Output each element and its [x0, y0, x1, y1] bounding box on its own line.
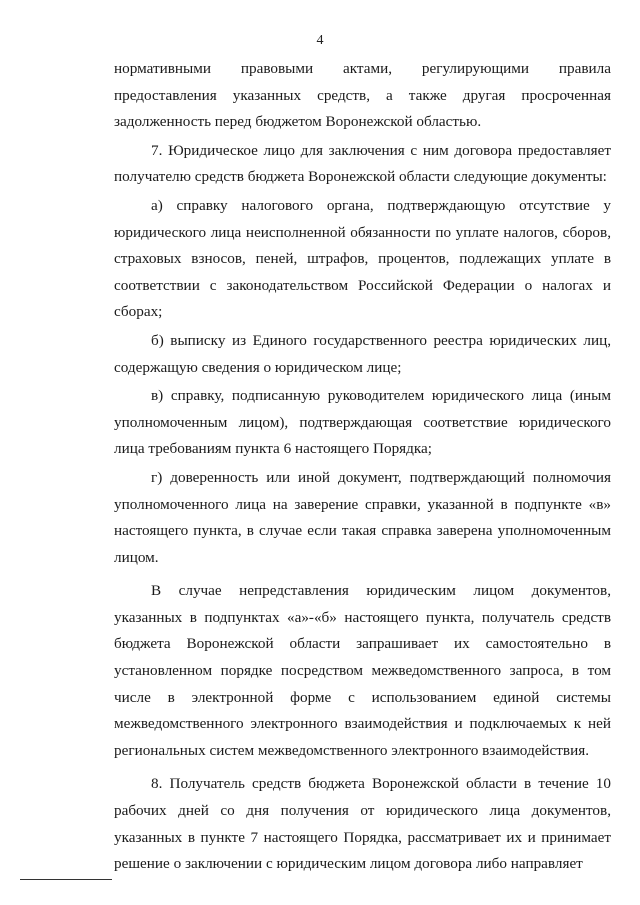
paragraph-subitem-b: б) выписку из Единого государственного реестра юридических лиц, содержащую сведения о юридическом лице; [114, 331, 611, 376]
paragraph-subitem-v: в) справку, подписанную руководителем юридического лица (иным уполномоченным лицом), подтверждающая соответствие юридического лица требованиям пункта 6 настоящего Порядка; [114, 387, 611, 458]
paragraph-subitem-g: г) доверенность или иной документ, подтверждающий полномочия уполномоченного лица на заверение справки, указанной в подпункте «в» настоящего пункта, в случае если такая справка заверена уполномоченным лицом. [114, 468, 611, 566]
page-number: 4 [316, 33, 324, 48]
paragraph-continuation: нормативными правовыми актами, регулирующими правила предоставления указанных средств, а также другая просроченная задолженность перед бюджетом Воронежской областью. [114, 60, 611, 131]
paragraph-nonsubmission: В случае непредставления юридическим лицом документов, указанных в подпунктах «а»-«б» настоящего пункта, получатель средств бюджета Воронежской области запрашивает их самостоятельно в установленном порядке посредством межведомственного запроса, в том числе в электронной форме с использованием единой системы межведомственного электронного взаимодействия и подключаемых к ней региональных систем межведомственного электронного взаимодействия. [114, 582, 611, 759]
paragraph-item-7: 7. Юридическое лицо для заключения с ним договора предоставляет получателю средств бюджета Воронежской области следующие документы: [114, 141, 611, 186]
footer-rule [20, 879, 112, 880]
paragraph-subitem-a: а) справку налогового органа, подтверждающую отсутствие у юридического лица неисполненной обязанности по уплате налогов, сборов, страховых взносов, пеней, штрафов, процентов, подлежащих уплате в соответствии с законодательством Российской Федерации о налогах и сборах; [114, 196, 611, 321]
document-body [114, 56, 611, 878]
paragraph-item-8: 8. Получатель средств бюджета Воронежской области в течение 10 рабочих дней со дня получения от юридического лица документов, указанных в пункте 7 настоящего Порядка, рассматривает их и принимает решение о заключении с юридическим лицом договора либо направляет [114, 775, 611, 873]
